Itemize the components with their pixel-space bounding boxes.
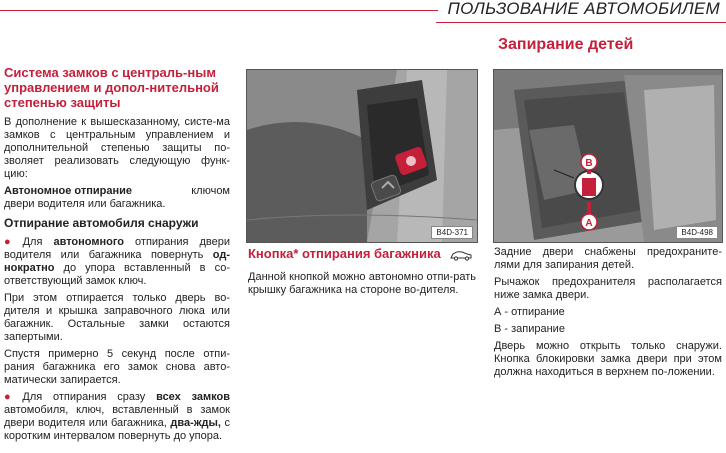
section-title: Кнопка* отпирания багажника: [248, 246, 441, 261]
section-title: Система замков с централь-ным управлением и допол-нительной степенью защиты: [4, 65, 219, 110]
child-lock-a: А - отпирание: [494, 306, 565, 318]
page-header: ПОЛЬЗОВАНИЕ АВТОМОБИЛЕМ: [447, 0, 720, 18]
intro-text: В дополнение к вышесказанному, систе-ма замков с центральным управлением и дополнительной степенью защиты по-зволяет реализовать следующую функ-цию:: [4, 116, 230, 180]
car-icon: [449, 249, 473, 261]
auto-unlock-line: [4, 185, 230, 198]
bullet-icon: ●: [4, 236, 19, 248]
header-rule-right: [436, 22, 726, 23]
bullet-2: ● Для отпирания сразу всех замков автомобиля, ключ, вставленный в замок двери водителя или багажника, два-жды, с коротким интервалом повернуть до упора.: [4, 391, 230, 442]
trunk-button-section: [248, 246, 476, 297]
bullet-icon: ●: [4, 391, 19, 403]
trunk-button-text: Данной кнопкой можно автономно отпи-рать крышку багажника на стороне во-дителя.: [248, 271, 476, 296]
child-lock-section: [494, 246, 722, 383]
auto-unlock-rest: двери водителя или багажника.: [4, 198, 166, 210]
central-locking-section: [4, 65, 230, 447]
header-rule-left: [0, 10, 438, 11]
door-panel-illustration: [247, 70, 477, 242]
paragraph-2: При этом отпирается только дверь во-дителя и крышка заправочного люка или багажник. Остальные замки остаются запертыми.: [4, 292, 230, 343]
subheading: Отпирание автомобиля снаружи: [4, 216, 199, 230]
auto-unlock-key: ключом: [191, 185, 230, 197]
child-lock-p1: Задние двери снабжены предохраните-лями для запирания детей.: [494, 246, 722, 271]
figure-label: B4D-498: [676, 226, 718, 239]
bullet-1: ● Для автономного отпирания двери водителя или багажника повернуть од-нократно до упора вставленный в со-ответствующий замок ключ.: [4, 236, 230, 287]
child-lock-p3: Дверь можно открыть только снаружи. Кнопка блокировки замка двери при этом должна находиться в верхнем по-ложении.: [494, 340, 722, 378]
child-lock-p2: Рычажок предохранителя располагается ниже замка двери.: [494, 276, 722, 301]
figure-label: B4D-371: [431, 226, 473, 239]
open-door-illustration: [494, 70, 722, 242]
marker-a: A: [585, 218, 593, 229]
figure-trunk-button: [246, 69, 478, 243]
child-lock-b: В - запирание: [494, 323, 565, 335]
child-lock-title: Запирание детей: [498, 36, 634, 53]
paragraph-3: Спустя примерно 5 секунд после отпи-рания багажника его замок снова авто-матически запирается.: [4, 348, 230, 386]
figure-child-lock: [493, 69, 723, 243]
marker-b: B: [585, 158, 593, 169]
auto-unlock-label: Автономное отпирание: [4, 185, 133, 197]
